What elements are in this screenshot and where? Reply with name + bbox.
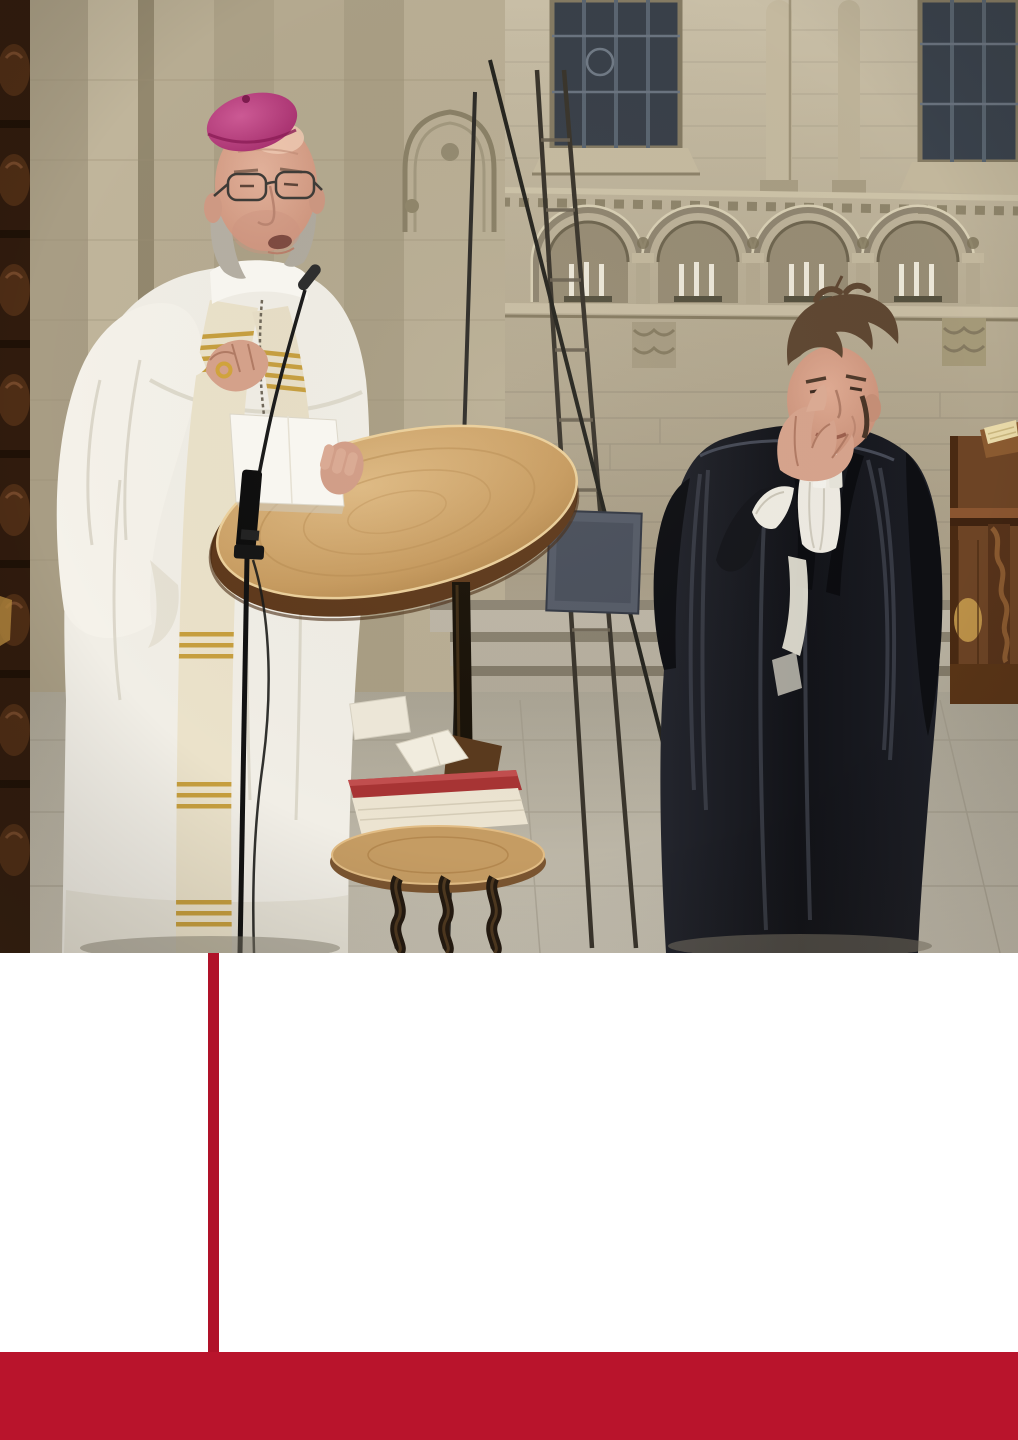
masthead (0, 953, 1018, 1352)
red-bottom-band (0, 1352, 1018, 1440)
red-vertical-divider (208, 953, 219, 1352)
